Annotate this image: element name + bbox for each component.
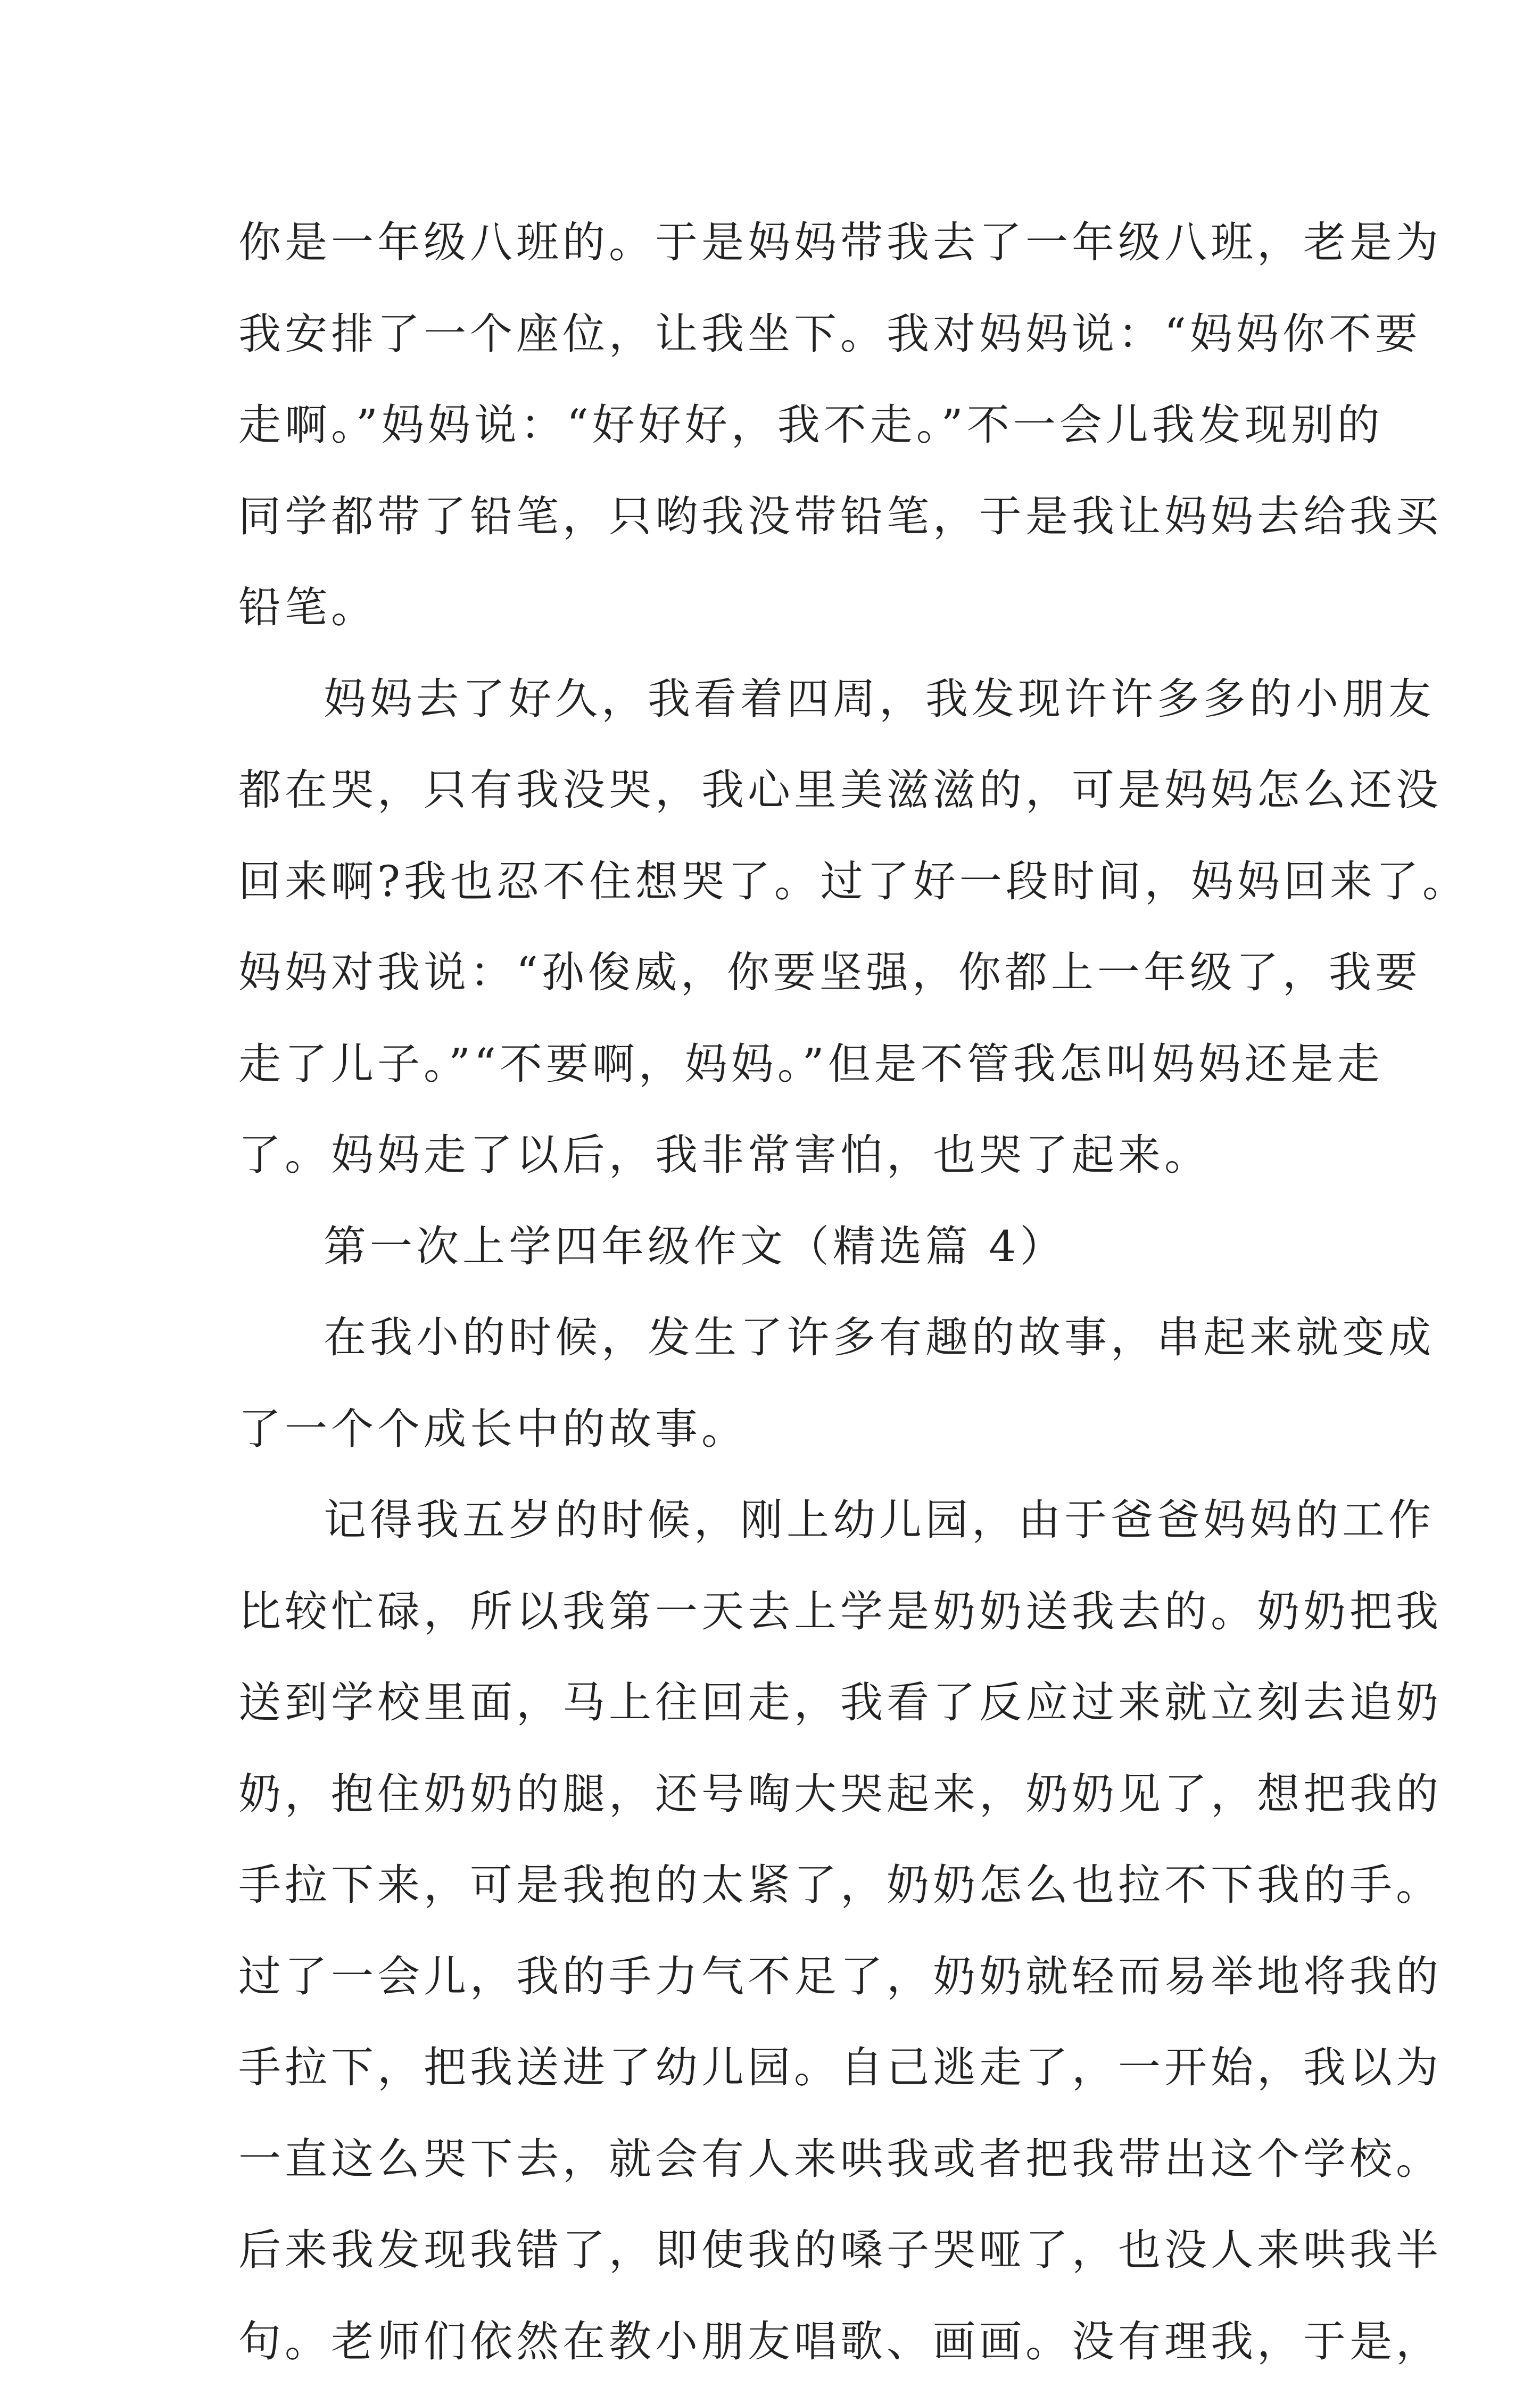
- text-line: 走啊。”妈妈说：“好好好，我不走。”不一会儿我发现别的: [238, 379, 1345, 471]
- text-line: 后来我发现我错了，即使我的嗓子哭哑了，也没人来哄我半: [238, 2204, 1345, 2296]
- text-line: 你是一年级八班的。于是妈妈带我去了一年级八班，老是为: [238, 197, 1345, 288]
- text-line: 我安排了一个座位，让我坐下。我对妈妈说：“妈妈你不要: [238, 288, 1345, 380]
- text-line: 在我小的时候，发生了许多有趣的故事，串起来就变成: [238, 1292, 1345, 1383]
- text-line: 了一个个成长中的故事。: [238, 1383, 1345, 1475]
- section-heading: 第一次上学四年级作文（精选篇 4）: [238, 1201, 1345, 1292]
- text-line: 手拉下来，可是我抱的太紧了，奶奶怎么也拉不下我的手。: [238, 1839, 1345, 1931]
- body-text: [238, 197, 1345, 2387]
- text-line: 都在哭，只有我没哭，我心里美滋滋的，可是妈妈怎么还没: [238, 744, 1345, 836]
- text-line: 奶，抱住奶奶的腿，还号啕大哭起来，奶奶见了，想把我的: [238, 1748, 1345, 1840]
- text-line: 记得我五岁的时候，刚上幼儿园，由于爸爸妈妈的工作: [238, 1474, 1345, 1566]
- text-line: 走了儿子。”“不要啊，妈妈。”但是不管我怎叫妈妈还是走: [238, 1018, 1345, 1110]
- text-line: 送到学校里面，马上往回走，我看了反应过来就立刻去追奶: [238, 1657, 1345, 1748]
- text-line: 回来啊?我也忍不住想哭了。过了好一段时间，妈妈回来了。: [238, 836, 1345, 927]
- text-line: 句。老师们依然在教小朋友唱歌、画画。没有理我，于是，: [238, 2296, 1345, 2387]
- text-line: 了。妈妈走了以后，我非常害怕，也哭了起来。: [238, 1109, 1345, 1201]
- text-line: 同学都带了铅笔，只哟我没带铅笔，于是我让妈妈去给我买: [238, 471, 1345, 562]
- text-line: 妈妈去了好久，我看着四周，我发现许许多多的小朋友: [238, 653, 1345, 745]
- text-line: 比较忙碌，所以我第一天去上学是奶奶送我去的。奶奶把我: [238, 1566, 1345, 1657]
- text-line: 妈妈对我说：“孙俊威，你要坚强，你都上一年级了，我要: [238, 927, 1345, 1018]
- text-line: 过了一会儿，我的手力气不足了，奶奶就轻而易举地将我的: [238, 1931, 1345, 2023]
- text-line: 铅笔。: [238, 562, 1345, 653]
- text-line: 一直这么哭下去，就会有人来哄我或者把我带出这个学校。: [238, 2114, 1345, 2205]
- text-line: 手拉下，把我送进了幼儿园。自己逃走了，一开始，我以为: [238, 2022, 1345, 2114]
